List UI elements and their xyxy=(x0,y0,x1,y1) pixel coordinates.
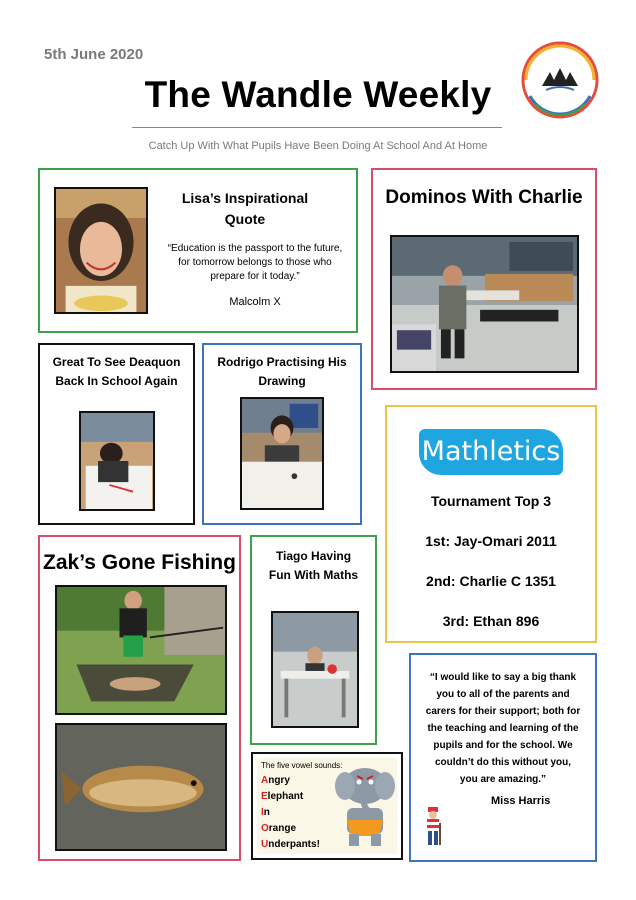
vowel-letter: O xyxy=(261,823,269,834)
quote-author: Malcolm X xyxy=(229,296,281,308)
vowels-poster xyxy=(251,752,403,860)
tiago-heading xyxy=(252,547,375,585)
vowels-caption: The five vowel sounds: xyxy=(261,761,343,770)
lisa-photo xyxy=(54,187,148,314)
vowel-word xyxy=(261,773,320,789)
tiago-panel xyxy=(250,535,377,745)
vowels-poster-inner xyxy=(257,758,397,854)
quote-line: “Education is the passport to the future, xyxy=(167,243,343,254)
school-logo xyxy=(520,40,600,120)
message-line: you to all of the parents and xyxy=(436,689,570,700)
lisa-quote xyxy=(160,242,350,284)
message-line: couldn’t do this without you, xyxy=(434,757,572,768)
vowel-rest: lephant xyxy=(267,791,304,802)
mathletics-heading: Tournament Top 3 xyxy=(430,493,552,509)
message-line: the teaching and learning of the xyxy=(427,723,579,734)
dominos-photo xyxy=(390,235,579,373)
thank-you-panel xyxy=(409,653,597,862)
message-line: you are amazing.” xyxy=(459,774,547,785)
newsletter-title: The Wandle Weekly xyxy=(144,74,492,115)
vowel-letter: A xyxy=(261,775,269,786)
message-line: pupils and for the school. We xyxy=(433,740,573,751)
deaquon-heading-line1: Great To See Deaquon xyxy=(52,355,181,369)
tiago-heading-line2: Fun With Maths xyxy=(268,568,359,582)
rodrigo-panel xyxy=(202,343,362,525)
lisa-quote-panel xyxy=(38,168,358,333)
message-line: carers for their support; both for xyxy=(425,706,581,717)
newsletter-subtitle: Catch Up With What Pupils Have Been Doing At School And At Home xyxy=(148,140,488,152)
lisa-heading-line2: Quote xyxy=(224,211,266,227)
tiago-heading-line1: Tiago Having xyxy=(275,549,352,563)
zak-fish-photo xyxy=(55,723,227,851)
deaquon-heading xyxy=(40,353,193,391)
vowel-word xyxy=(261,789,320,805)
vowel-word xyxy=(261,837,320,853)
mathletics-logo-text: Mathletics xyxy=(421,436,561,467)
vowel-word xyxy=(261,805,320,821)
lisa-heading xyxy=(170,188,320,230)
vowel-rest: n xyxy=(263,807,270,818)
deaquon-heading-line2: Back In School Again xyxy=(55,374,178,388)
mathletics-second: 2nd: Charlie C 1351 xyxy=(426,573,556,589)
dominos-panel xyxy=(371,168,597,390)
zak-heading: Zak’s Gone Fishing xyxy=(43,551,236,574)
deaquon-panel xyxy=(38,343,195,525)
mathletics-third: 3rd: Ethan 896 xyxy=(442,613,540,629)
thank-you-signature: Miss Harris xyxy=(491,795,551,807)
zak-fishing-photo xyxy=(55,585,227,715)
vowel-letter: I xyxy=(261,807,264,818)
rodrigo-heading-line1: Rodrigo Practising His xyxy=(217,355,347,369)
vowel-letter: E xyxy=(261,791,268,802)
vowel-word xyxy=(261,821,320,837)
thank-you-message xyxy=(411,669,595,788)
vowel-rest: range xyxy=(268,823,297,834)
elephant-illustration xyxy=(335,764,395,850)
rodrigo-heading xyxy=(204,353,360,391)
quote-line: for tomorrow belongs to those who xyxy=(178,257,332,268)
vowel-rest: nderpants! xyxy=(268,839,320,850)
zak-panel xyxy=(38,535,241,861)
mathletics-first: 1st: Jay-Omari 2011 xyxy=(425,533,557,549)
quote-line: prepare for it today.” xyxy=(210,271,300,282)
issue-date: 5th June 2020 xyxy=(44,46,144,63)
vowels-list xyxy=(261,773,320,853)
mathletics-logo xyxy=(419,429,563,475)
title-divider xyxy=(132,127,502,128)
deaquon-photo xyxy=(79,411,155,511)
wally-illustration xyxy=(423,807,443,849)
vowel-rest: ngry xyxy=(268,775,290,786)
message-line: “I would like to say a big thank xyxy=(429,672,577,683)
rodrigo-heading-line2: Drawing xyxy=(258,374,306,388)
vowel-letter: U xyxy=(261,839,269,850)
rodrigo-photo xyxy=(240,397,324,510)
mathletics-panel xyxy=(385,405,597,643)
lisa-heading-line1: Lisa’s Inspirational xyxy=(181,190,309,206)
dominos-heading: Dominos With Charlie xyxy=(385,187,583,208)
tiago-photo xyxy=(271,611,359,728)
